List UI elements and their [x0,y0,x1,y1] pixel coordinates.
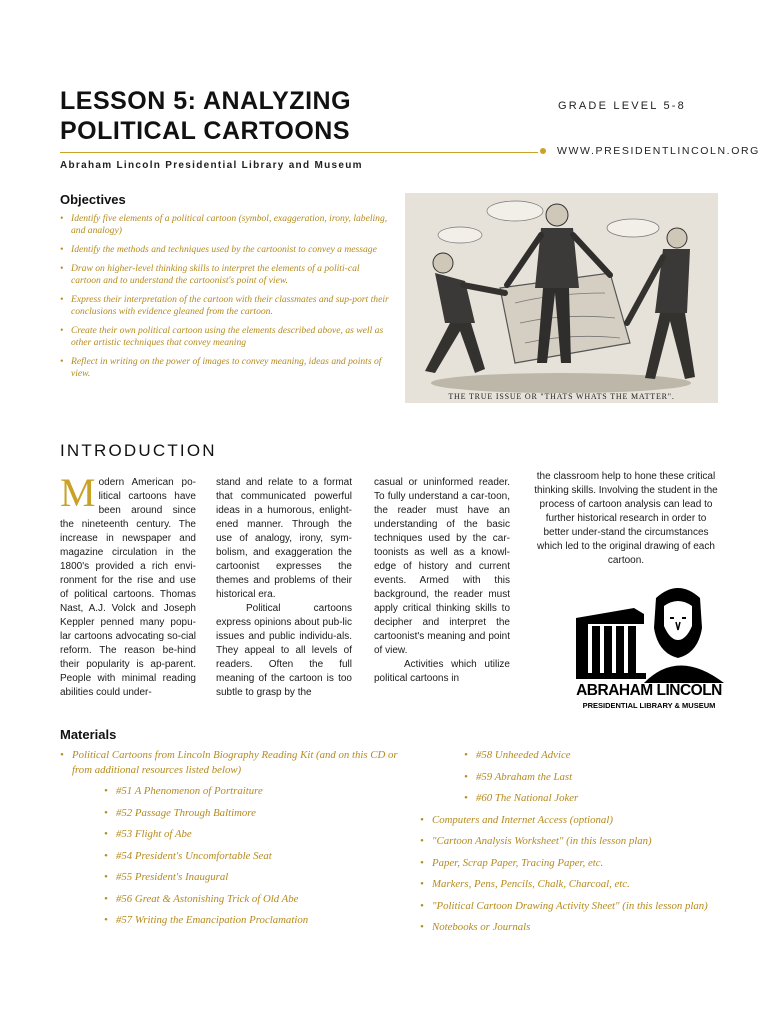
materials-right-column [420,748,720,942]
cartoon-item: • #59 Abraham the Last [464,770,764,785]
cartoon-item: • #58 Unheeded Advice [464,748,764,763]
objective-item: • Identify five elements of a political cartoon (symbol, exaggeration, irony, labeling, and analogy) [60,213,390,237]
cartoon-item: • #54 President's Uncomfortable Seat [104,849,444,864]
materials-list [60,748,400,778]
page-title [60,86,420,146]
cartoon-item: • #51 A Phenomenon of Portraiture [104,784,444,799]
intro-paragraph: casual or uninformed reader. To fully understand a car-toon, the reader must have an understanding of the basic techniques used by the car-toonists as well as a knowl-edge of history and current events. Armed with this background, the reader must apply critical thinking skills to decipher and interpret the cartoonist's meaning and point of view. [374,477,510,656]
objective-item: • Express their interpretation of the cartoon with their classmates and sup-port their conclusions with evidence gleaned from the cartoon. [60,294,390,318]
lincoln-portrait-icon [574,578,724,683]
cartoon-item: • #57 Writing the Emancipation Proclamation [104,913,444,928]
intro-column-3 [374,476,510,686]
organization-name: Abraham Lincoln Presidential Library and Museum [60,160,363,171]
gold-divider [60,152,538,153]
header-rule-row [60,145,760,159]
objective-item: • Reflect in writing on the power of images to convey meaning, ideas and points of view. [60,356,390,380]
logo-subtitle: PRESIDENTIAL LIBRARY & MUSEUM [582,701,716,710]
title-line-1: LESSON 5: ANALYZING [60,87,352,115]
intro-paragraph: Political cartoons express opinions about pub-lic issues and public individu-als. They appeal to all levels of readers. Often the full meaning of the cartoon is too subtle to grasp by the [216,603,352,698]
materials-item: • Computers and Internet Access (optional) [420,813,720,828]
introduction-heading: INTRODUCTION [60,441,217,460]
materials-item: • Paper, Scrap Paper, Tracing Paper, etc. [420,856,720,871]
cartoon-item: • #55 President's Inaugural [104,870,444,885]
objective-item: • Create their own political cartoon using the elements described above, as well as other artistic techniques that convey meaning [60,325,390,349]
cartoon-item: • #53 Flight of Abe [104,827,444,842]
bullet-dot-icon [540,148,546,154]
cartoon-item: • #52 Passage Through Baltimore [104,806,444,821]
intro-text: odern American po-litical cartoons have been around since the nineteenth century. The increase in newspaper and magazine circulation in the 1800's provided a rich envi-ronment for the rise and use of political cartoons. Thomas Nast, A.J. Volck and Joseph Keppler penned many popu-lar cartoons advocating so-cial reform. The reason be-hind their popularity is ap-parent. People with minimal reading abilities could under- [60,477,196,698]
objective-item: • Identify the methods and techniques used by the cartoonist to convey a message [60,244,390,256]
grade-level: GRADE LEVEL 5-8 [558,100,686,112]
political-cartoon-image [405,193,718,403]
cartoon-list [60,784,400,928]
materials-item: • Notebooks or Journals [420,920,720,935]
objective-item: • Draw on higher-level thinking skills to interpret the elements of a politi-cal cartoon and to understand the cartoonist's point of view. [60,263,390,287]
intro-column-4: the classroom help to hone these critical thinking skills. Involving the student in the process of cartoon analysis can lead to further historical research in order to better under-stand the circumstances which led to the original drawing of each cartoon. [534,471,718,566]
cartoon-item: • #56 Great & Astonishing Trick of Old Abe [104,892,444,907]
cartoon-item: • #60 The National Joker [464,791,764,806]
website-link[interactable]: WWW.PRESIDENTLINCOLN.ORG [557,145,760,157]
materials-item: • Markers, Pens, Pencils, Chalk, Charcoal, etc. [420,877,720,892]
materials-item: • "Cartoon Analysis Worksheet" (in this lesson plan) [420,834,720,849]
cartoon-illustration [405,193,718,403]
intro-column-1 [60,470,196,700]
materials-item: • "Political Cartoon Drawing Activity Sheet" (in this lesson plan) [420,899,720,914]
materials-list [420,748,720,935]
cartoon-caption: THE TRUE ISSUE OR "THATS WHATS THE MATTER". [448,392,675,401]
objectives-heading: Objectives [60,192,126,207]
materials-item: • Political Cartoons from Lincoln Biography Reading Kit (and on this CD or from additional resources listed below) [60,748,400,778]
intro-paragraph: Activities which utilize political cartoons in [374,659,510,684]
materials-heading: Materials [60,727,117,742]
materials-left-column [60,748,400,935]
objectives-list [60,213,390,387]
drop-cap: M [60,470,96,515]
intro-column-2 [216,476,352,700]
intro-paragraph: stand and relate to a format that communicated powerful ideas in a humorous, enlight-ened manner. Through the use of analogy, irony, sym-bolism, and exaggeration the cartoonist expresses the themes and problems of their historical era. [216,477,352,600]
title-line-2: POLITICAL CARTOONS [60,117,351,145]
logo-name: ABRAHAM LINCOLN [576,682,722,699]
